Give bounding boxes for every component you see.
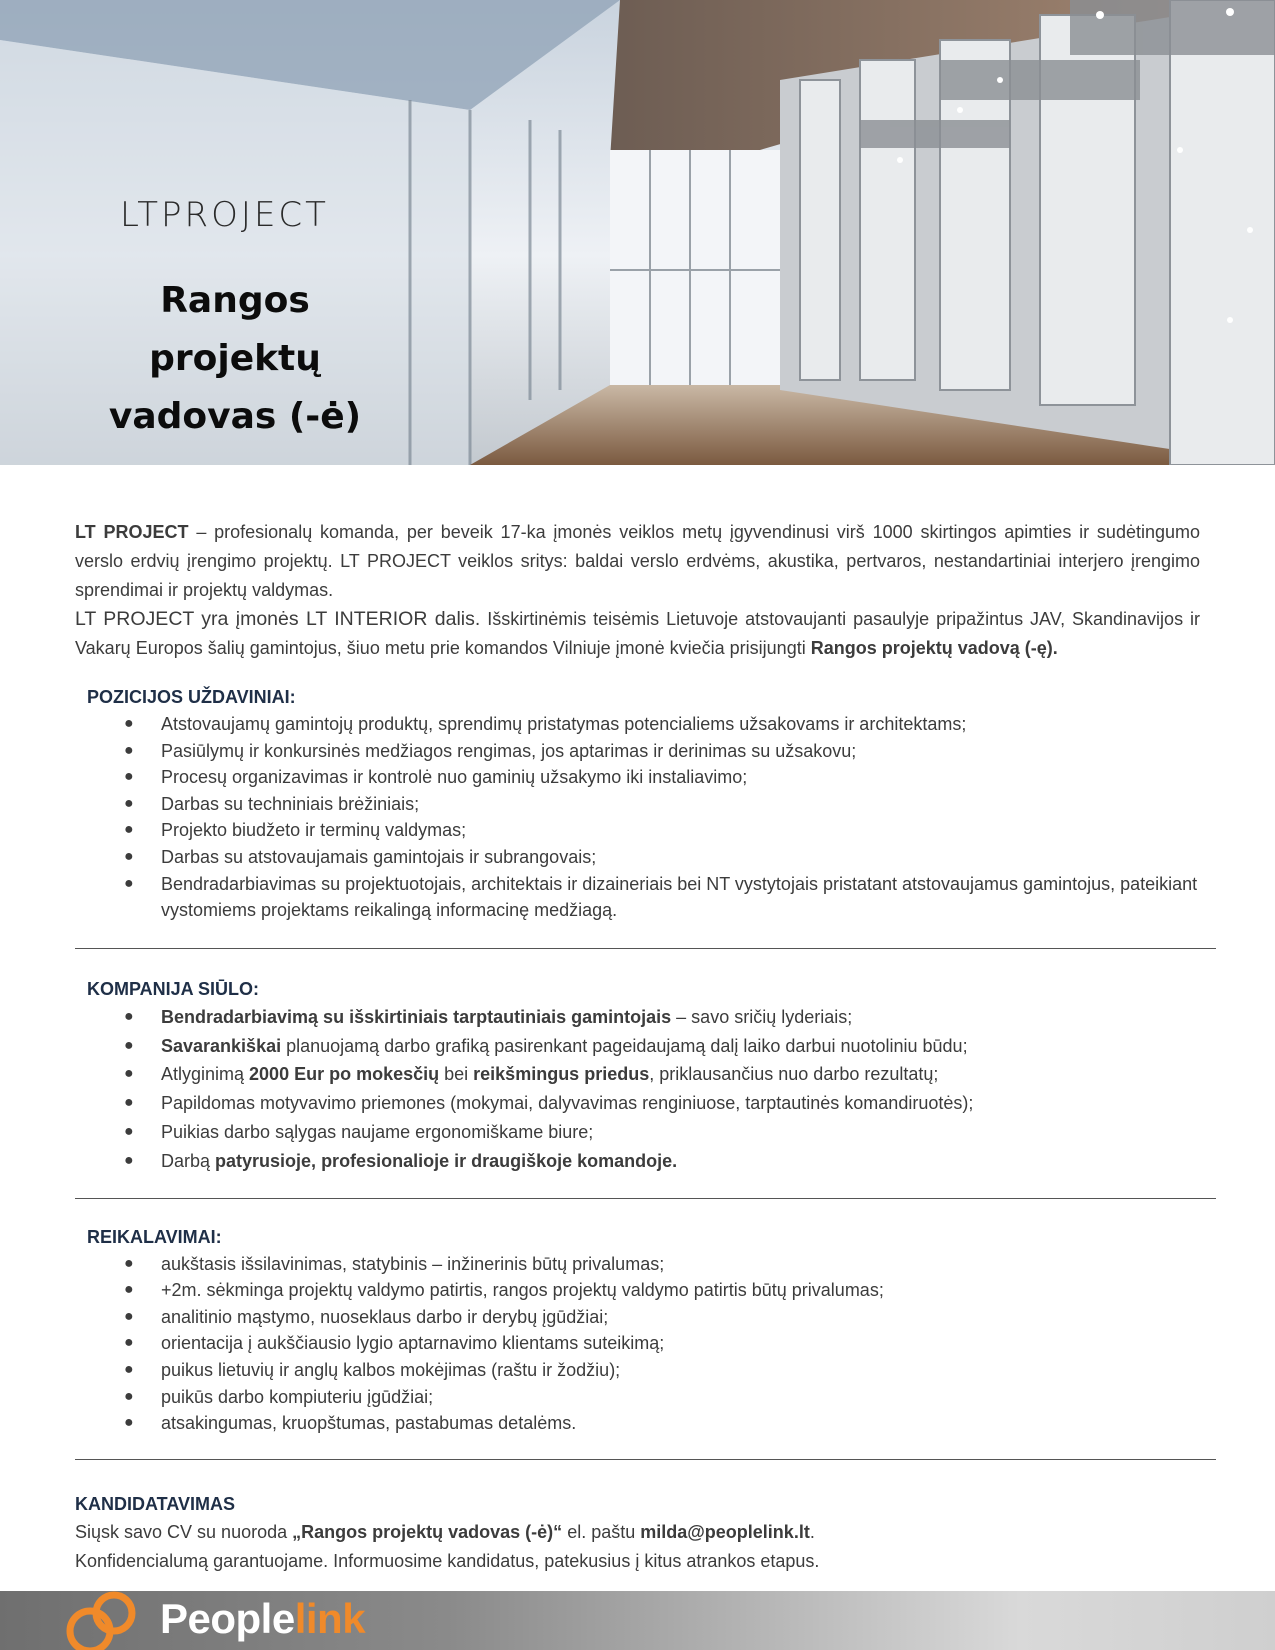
intro-text-2: Išskirtinėmis teisėmis Lietuvoje atstovaujanti pasaulyje pripažintus JAV, Skandinavijos ir Vakarų Europos šalių gamintojus, šiuo metu prie komandos Vilniuje įmonė kviečia prisijungti [75, 609, 1200, 658]
list-item: ● puikūs darbo kompiuteriu įgūdžiai; [161, 1384, 1200, 1411]
tasks-list [75, 711, 1200, 924]
peoplelink-wordmark: Peoplelink [160, 1595, 366, 1642]
bullet-icon: ● [124, 1334, 134, 1352]
bullet-icon: ● [124, 1387, 134, 1405]
apply-heading: KANDIDATAVIMAS [75, 1493, 235, 1514]
list-item: ● orientacija į aukščiausio lygio aptarnavimo klientams suteikimą; [161, 1330, 1200, 1357]
job-ad-content [75, 518, 1200, 1576]
requirements-list [75, 1251, 1200, 1437]
bullet-icon: ● [124, 741, 134, 759]
list-item: ● Savarankiškai planuojamą darbo grafiką pasirenkant pageidaujamą dalį laiko darbui nuotoliniu būdu; [161, 1032, 1200, 1061]
list-item: ● Bendradarbiavimas su projektuotojais, architektais ir dizaineriais bei NT vystytojais pristatant atstovaujamus gamintojus, pateikiant vystomiems projektams reikalingą informacinę medžiagą. [161, 871, 1200, 924]
list-item: ● analitinio mąstymo, nuoseklaus darbo ir derybų įgūdžiai; [161, 1304, 1200, 1331]
bullet-icon: ● [124, 1122, 134, 1140]
bullet-icon: ● [124, 1065, 134, 1083]
apply-section [75, 1490, 1200, 1576]
bullet-icon: ● [124, 1307, 134, 1325]
list-item: ● Projekto biudžeto ir terminų valdymas; [161, 817, 1200, 844]
bullet-icon: ● [124, 1414, 134, 1432]
bullet-icon: ● [124, 768, 134, 786]
job-title-line1: Rangos projektų [149, 280, 321, 379]
bullet-icon: ● [124, 1094, 134, 1112]
list-item: ● Bendradarbiavimą su išskirtiniais tarptautiniais gamintojais – savo sričių lyderiais; [161, 1003, 1200, 1032]
offer-list [75, 1003, 1200, 1176]
contact-email-link[interactable]: milda@peoplelink.lt [640, 1521, 810, 1542]
intro-paragraph-2 [75, 605, 1200, 663]
bullet-icon: ● [124, 715, 134, 732]
job-title [70, 272, 400, 446]
company-logo: LTPROJECT [120, 195, 329, 235]
list-item: ● Darbas su techniniais brėžiniais; [161, 791, 1200, 818]
list-item: ● Procesų organizavimas ir kontrolė nuo gaminių užsakymo iki instaliavimo; [161, 764, 1200, 791]
bullet-icon: ● [124, 1360, 134, 1378]
hero-banner [0, 0, 1275, 465]
list-item: ● atsakingumas, kruopštumas, pastabumas detalėms. [161, 1410, 1200, 1437]
offer-heading: KOMPANIJA SIŪLO: [87, 978, 260, 999]
list-item: ● Darbas su atstovaujamais gamintojais ir subrangovais; [161, 844, 1200, 871]
bullet-icon: ● [124, 1281, 134, 1299]
company-name: LT PROJECT [75, 522, 189, 542]
requirements-heading: REIKALAVIMAI: [87, 1226, 222, 1247]
tasks-heading: POZICIJOS UŽDAVINIAI: [87, 687, 296, 707]
list-item: ● aukštasis išsilavinimas, statybinis – inžinerinis būtų privalumas; [161, 1251, 1200, 1278]
intro-paragraph [75, 518, 1200, 605]
intro-lead: LT PROJECT yra įmonės LT INTERIOR dalis. [75, 608, 481, 630]
intro-position: Rangos projektų vadovą (-ę). [810, 638, 1058, 658]
list-item: ● Papildomas motyvavimo priemones (mokymai, dalyvavimas renginiuose, tarptautinės komandiruotės); [161, 1089, 1200, 1118]
list-item: ● Atstovaujamų gamintojų produktų, sprendimų pristatymas potencialiems užsakovams ir architektams; [161, 711, 1200, 738]
job-title-line2: vadovas (-ė) [108, 396, 362, 437]
bullet-icon: ● [124, 821, 134, 839]
bullet-icon: ● [124, 874, 134, 892]
bullet-icon: ● [124, 1254, 134, 1272]
peoplelink-logo-icon [62, 1591, 142, 1650]
list-item: ● Atlyginimą 2000 Eur po mokesčių bei reikšmingus priedus, priklausančius nuo darbo rezultatų; [161, 1060, 1200, 1089]
list-item: ● Puikias darbo sąlygas naujame ergonomiškame biure; [161, 1118, 1200, 1147]
footer-banner [0, 1591, 1275, 1650]
apply-instructions: Siųsk savo CV su nuoroda „Rangos projektų vadovas (-ė)“ el. paštu milda@peoplelink.lt. [75, 1521, 815, 1542]
list-item: ● +2m. sėkminga projektų valdymo patirtis, rangos projektų valdymo patirtis būtų privalumas; [161, 1277, 1200, 1304]
list-item: ● Darbą patyrusioje, profesionalioje ir draugiškoje komandoje. [161, 1147, 1200, 1176]
list-item: ● puikus lietuvių ir anglų kalbos mokėjimas (raštu ir žodžiu); [161, 1357, 1200, 1384]
bullet-icon: ● [124, 1151, 134, 1169]
intro-text: – profesionalų komanda, per beveik 17-ka įmonės veiklos metų įgyvendinusi virš 1000 skirtingos apimties ir sudėtingumo verslo erdvių įrengimo projektų. LT PROJECT veiklos sritys: baldai verslo erdvėms, akustika, pertvaros, nestandartiniai interjero įrengimo sprendimai ir projektų valdymas. [75, 522, 1201, 600]
confidentiality-note: Konfidencialumą garantuojame. Informuosime kandidatus, patekusius į kitus atrankos etapus. [75, 1550, 820, 1571]
bullet-icon: ● [124, 794, 134, 812]
list-item: ● Pasiūlymų ir konkursinės medžiagos rengimas, jos aptarimas ir derinimas su užsakovu; [161, 738, 1200, 765]
bullet-icon: ● [124, 1036, 134, 1054]
bullet-icon: ● [124, 1007, 134, 1025]
bullet-icon: ● [124, 847, 134, 865]
